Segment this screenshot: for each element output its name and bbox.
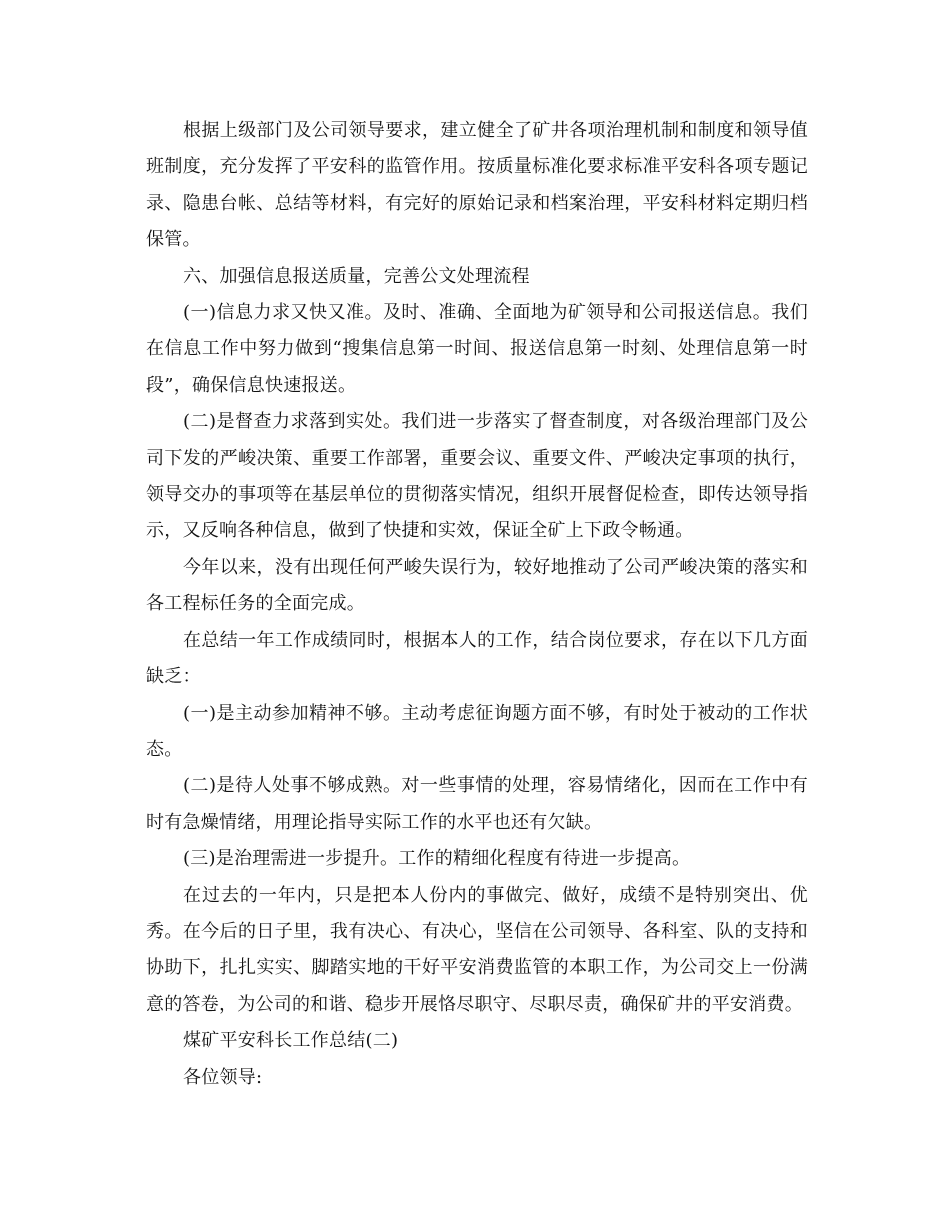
paragraph-shortcomings-intro: 在总结一年工作成绩同时，根据本人的工作，结合岗位要求，存在以下几方面缺乏： [146, 629, 808, 688]
paragraph-shortcoming-3: (三)是治理需进一步提升。工作的精细化程度有待进一步提高。 [183, 848, 691, 870]
salutation: 各位领导: [183, 1066, 263, 1088]
paragraph-shortcoming-2: (二)是待人处事不够成熟。对一些事情的处理，容易情绪化，因而在工作中有时有急燥情绪，用理论指导实际工作的水平也还有欠缺。 [146, 775, 808, 833]
paragraph-year-results: 今年以来，没有出现任何严峻失误行为，较好地推动了公司严峻决策的落实和各工程标任务的全面完成。 [146, 556, 808, 615]
paragraph-information-speed: (一)信息力求又快又准。及时、准确、全面地为矿领导和公司报送信息。我们在信息工作中努力做到“搜集信息第一时间、报送信息第一时刻、处理信息第一时段”，确保信息快速报送。 [146, 302, 808, 396]
paragraph-conclusion: 在过去的一年内，只是把本人份内的事做完、做好，成绩不是特别突出、优秀。在今后的日子里，我有决心、有决心，坚信在公司领导、各科室、队的支持和协助下，扎扎实实、脚踏实地的干好平安消费监管的本职工作，为公司交上一份满意的答卷，为公司的和谐、稳步开展恪尽职守、尽职尽责，确保矿井的平安消费。 [146, 884, 808, 1015]
document-subtitle: 煤矿平安科长工作总结(二) [183, 1030, 399, 1052]
paragraph-records-management: 根据上级部门及公司领导要求，建立健全了矿井各项治理机制和制度和领导值班制度，充分发挥了平安科的监管作用。按质量标准化要求标准平安科各项专题记录、隐患台帐、总结等材料，有完好的原始记录和档案治理，平安科材料定期归档保管。 [146, 120, 808, 251]
paragraph-shortcoming-1: (一)是主动参加精神不够。主动考虑征询题方面不够，有时处于被动的工作状态。 [146, 702, 808, 760]
section-heading-information-reporting: 六、加强信息报送质量，完善公文处理流程 [183, 265, 530, 287]
paragraph-supervision: (二)是督查力求落到实处。我们进一步落实了督查制度，对各级治理部门及公司下发的严峻决策、重要工作部署，重要会议、重要文件、严峻决定事项的执行，领导交办的事项等在基层单位的贯彻落实情况，组织开展督促检查，即传达领导指示，又反响各种信息，做到了快捷和实效，保证全矿上下政令畅通。 [146, 411, 808, 542]
document-body [146, 113, 808, 1096]
